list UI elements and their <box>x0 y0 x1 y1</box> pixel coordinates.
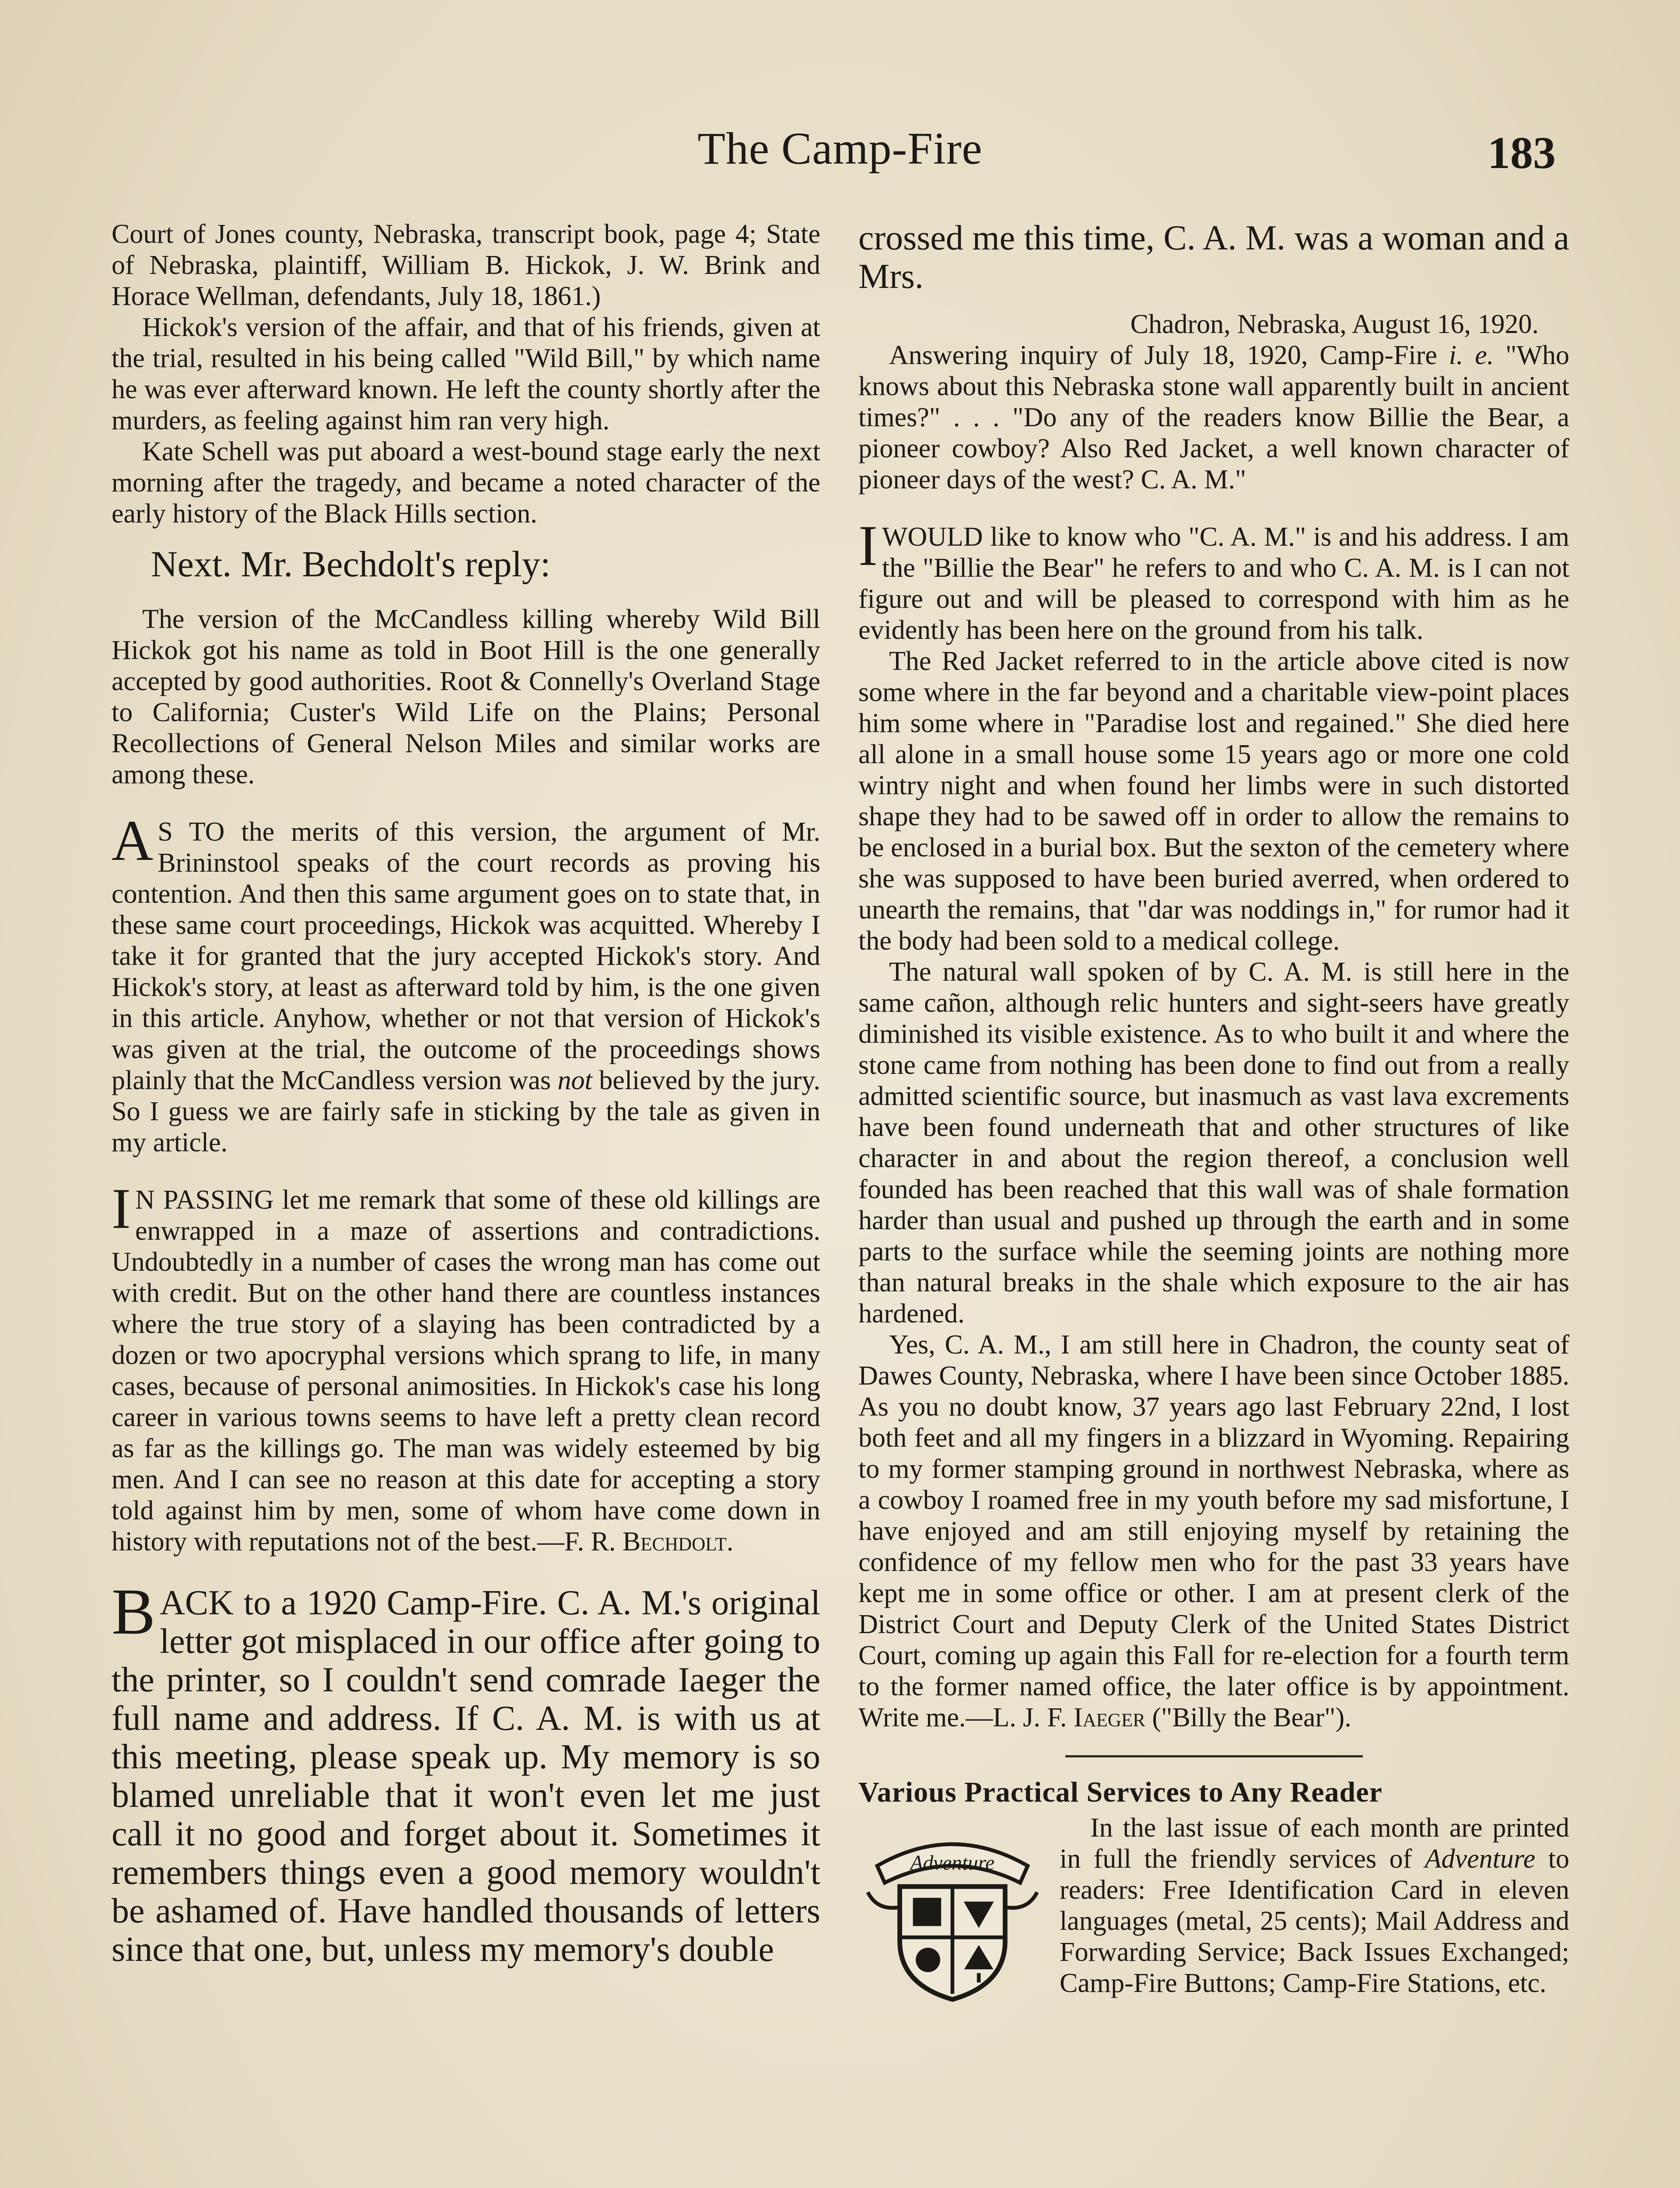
spacer <box>858 296 1569 309</box>
signature: Iaeger <box>1073 1703 1145 1732</box>
right-column <box>858 219 1569 2005</box>
quoted-inquiry <box>858 340 1569 495</box>
paragraph-dropcap <box>112 808 820 1158</box>
emphasis: Adventure <box>1424 1844 1536 1874</box>
paragraph: The natural wall spoken of by C. A. M. is still here in the same cañon, although relic hunters and sight-seers have greatly diminished its visible existence. As to who built it and where the stone came from nothing has been done to find out from a really admitted scientific source, but inasmuch as vast lava excrements have been found underneath that and other structures of like character in and about the region thereof, a conclusion well founded has been reached that this wall was of shale formation harder than usual and pushed up through the earth and in some parts to the surface while the seeming joints are nothing more than natural breaks in the shale which exposure to the air has hardened. <box>858 957 1569 1329</box>
editor-paragraph <box>112 1575 820 1969</box>
paragraph <box>858 1329 1569 1733</box>
running-title: The Camp-Fire <box>697 123 983 174</box>
text: . <box>726 1527 734 1557</box>
drop-cap: A <box>112 808 154 873</box>
paragraph: Kate Schell was put aboard a west-bound stage early the next morning after the tragedy, and became a noted character of the early history of the Black Hills section. <box>112 437 820 529</box>
svg-text:Adventure: Adventure <box>910 1851 995 1875</box>
signature: Bechdolt <box>622 1527 727 1557</box>
paragraph-dropcap <box>112 1176 820 1557</box>
spacer <box>112 1557 820 1584</box>
services-box <box>858 1813 1569 2005</box>
editor-paragraph: crossed me this time, C. A. M. was a woman and a Mrs. <box>858 219 1569 296</box>
text: ("Billy the Bear"). <box>1145 1703 1351 1732</box>
text: Yes, C. A. M., I am still here in Chadron, the county seat of Dawes County, Nebraska, where I have been since October 1885. As you no doubt know, 37 years ago last February 22nd, I lost both feet and all my fingers in a blizzard in Wyoming. Repairing to my former stamping ground in northwest Nebraska, where as a cowboy I roamed free in my youth before my sad misfortune, I have enjoyed and am still enjoying myself by retaining the confidence of my fellow men who for the past 33 years have kept me in some office or other. I am at present clerk of the District Court and Deputy Clerk of the United States District Court, coming up again this Fall for re-election for a fourth term to the former named office, the later office is by appointment. Write me.—L. J. F. <box>858 1330 1569 1732</box>
spacer <box>858 495 1569 522</box>
divider <box>1065 1755 1363 1757</box>
spacer <box>112 1158 820 1185</box>
text: "Who knows about this Nebraska stone wall apparently built in ancient times?" . . . "Do any of the readers know Billie the Bear, a pioneer cowboy? Also Red Jacket, a well known character of pioneer days of the west? C. A. M." <box>858 340 1570 494</box>
text: WOULD like to know who "C. A. M." is and his address. I am the "Billie the Bear" he refers to and who C. A. M. is I can not figure out and will be pleased to correspond with him as he evidently has been here on the ground from his talk. <box>858 522 1569 645</box>
text: S TO the merits of this version, the argument of Mr. Brininstool speaks of the court records as proving his contention. And then this same argument goes on to state that, in these same court proceedings, Hickok was acquitted. Whereby I take it for granted that the jury accepted Hickok's story. And Hickok's story, at least as afterward told by him, is the one given in this article. Anyhow, whether or not that version of Hickok's was given at the trial, the outcome of the proceedings shows plainly that the McCandless version was <box>112 817 820 1095</box>
quoted-paragraph: The version of the McCandless killing whereby Wild Bill Hickok got his name as told in Boot Hill is the one generally accepted by good authorities. Root & Connelly's Overland Stage to California; Custer's Wild Life on the Plains; Personal Recollections of General Nelson Miles and similar works are among these. <box>112 604 820 789</box>
paragraph-dropcap <box>858 513 1569 646</box>
page-number: 183 <box>1488 128 1556 178</box>
drop-cap: B <box>112 1575 156 1648</box>
paragraph: Hickok's version of the affair, and that of his friends, given at the trial, resulted in his being called "Wild Bill," by which name he was ever afterward known. He left the county shortly after the murders, as feeling against him ran very high. <box>112 312 820 435</box>
dateline: Chadron, Nebraska, August 16, 1920. <box>1130 309 1539 339</box>
services-title: Various Practical Services to Any Reader <box>858 1776 1382 1808</box>
text: ACK to a 1920 Camp-Fire. C. A. M.'s original letter got misplaced in our office after going to the printer, so I couldn't send comrade Iaeger the full name and address. If C. A. M. is with us at this meeting, please speak up. My memory is so blamed unreliable that it won't even let me just call it no good and forget about it. Sometimes it remembers things even a good memory wouldn't be ashamed of. Have handled thousands of letters since that one, but, unless my memory's double <box>112 1584 820 1969</box>
drop-cap: I <box>858 513 878 578</box>
spacer <box>112 790 820 817</box>
emphasis: not <box>557 1066 592 1095</box>
paragraph: Court of Jones county, Nebraska, transcript book, page 4; State of Nebraska, plaintiff, William B. Hickok, J. W. Brink and Horace Wellman, defendants, July 18, 1861.) <box>112 219 820 311</box>
text: N PASSING let me remark that some of these old killings are enwrapped in a maze of assertions and contradictions. Undoubtedly in a number of cases the wrong man has come out with credit. But on the other hand there are countless instances where the true story of a slaying has been contradicted by a dozen or two apocryphal versions which sprang to life, in many cases, because of personal animosities. In Hickok's case his long career in various towns seems to have left a pretty clean record as far as the killings go. The man was widely esteemed by big men. And I can see no reason at this date for accepting a story told against him by men, some of whom have come down in history with reputations not of the best.—F. R. <box>112 1185 820 1557</box>
paragraph: The Red Jacket referred to in the article above cited is now some where in the far beyond and a charitable view-point places him some where in "Paradise lost and regained." She died here all alone in a small house some 15 years ago or more one cold wintry night and when found her limbs were in such distorted shape they had to be sawed off in order to allow the remains to be enclosed in a burial box. But the sexton of the cemetery where she was supposed to have been buried averred, when ordered to unearth the remains, that "dar was noddings in," for rumor had it the body had been sold to a medical college. <box>858 646 1569 956</box>
adventure-emblem-icon <box>858 1817 1046 2005</box>
left-column <box>112 219 820 1969</box>
text: In the last issue of each month are printed in full the friendly services of <box>1060 1813 1569 1874</box>
emphasis: i. e. <box>1449 340 1494 370</box>
text: to readers: Free Identification Card in eleven languages (metal, 25 cents); Mail Address and Forwarding Service; Back Issues Exchanged; Camp-Fire Buttons; Camp-Fire Stations, etc. <box>1060 1844 1569 1998</box>
text: believed by the jury. So I guess we are fairly safe in sticking by the tale as given in my article. <box>112 1066 820 1157</box>
editor-note: Next. Mr. Bechdolt's reply: <box>151 544 551 585</box>
drop-cap: I <box>112 1176 131 1241</box>
text: Answering inquiry of July 18, 1920, Camp-Fire <box>889 340 1449 370</box>
